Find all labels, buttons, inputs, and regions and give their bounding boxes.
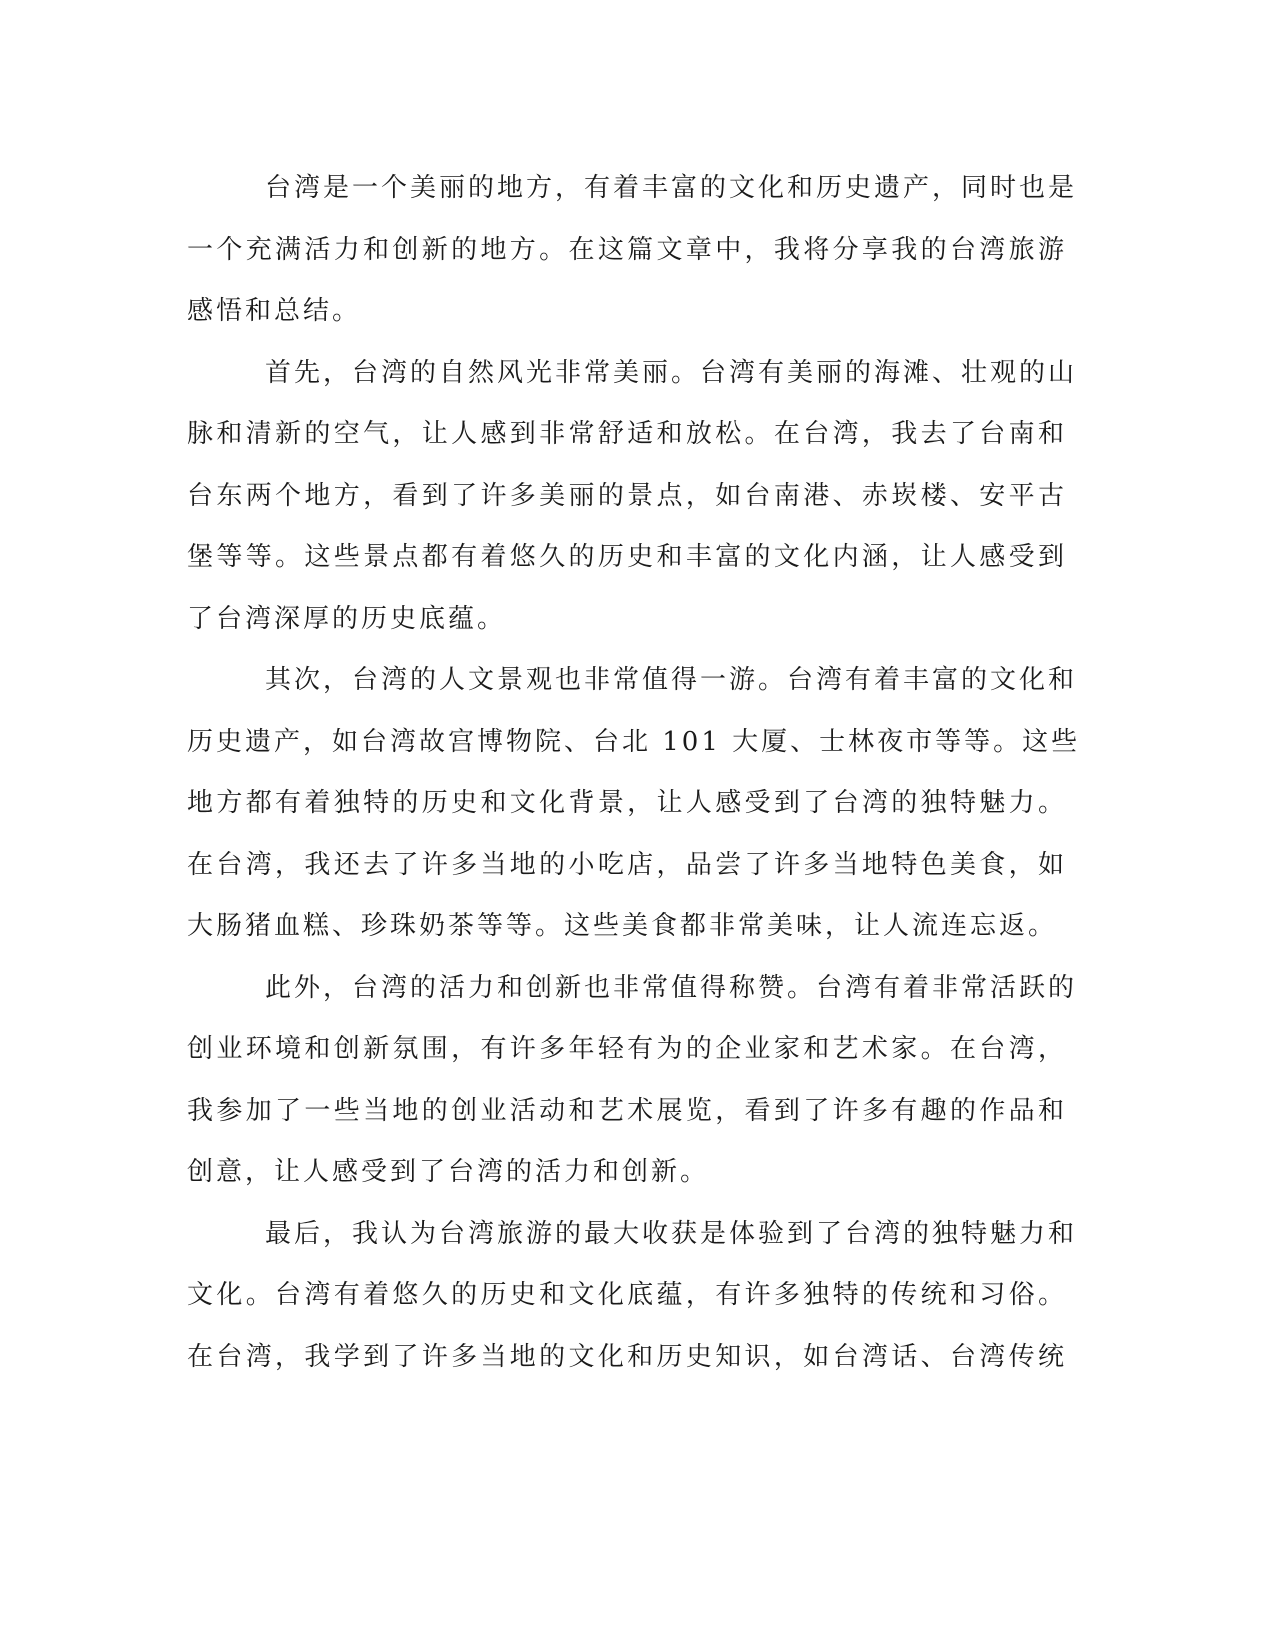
text-line: 在台湾，我还去了许多当地的小吃店，品尝了许多当地特色美食，如 bbox=[187, 849, 1067, 880]
text-line: 我参加了一些当地的创业活动和艺术展览，看到了许多有趣的作品和 bbox=[187, 1095, 1067, 1126]
text-line: 此外，台湾的活力和创新也非常值得称赞。台湾有着非常活跃的 bbox=[265, 972, 1078, 1003]
paragraph-innovation bbox=[187, 958, 1078, 1204]
text-line: 大肠猪血糕、珍珠奶茶等等。这些美食都非常美味，让人流连忘返。 bbox=[187, 911, 1058, 941]
document-body bbox=[187, 158, 1081, 1388]
text-line: 历史遗产，如台湾故宫博物院、台北 101 大厦、士林夜市等等。这些 bbox=[187, 726, 1081, 757]
text-line: 脉和清新的空气，让人感到非常舒适和放松。在台湾，我去了台南和 bbox=[187, 419, 1067, 449]
text-line: 文化。台湾有着悠久的历史和文化底蕴，有许多独特的传统和习俗。 bbox=[187, 1280, 1067, 1310]
text-line: 最后，我认为台湾旅游的最大收获是体验到了台湾的独特魅力和 bbox=[265, 1218, 1078, 1249]
text-line: 首先，台湾的自然风光非常美丽。台湾有美丽的海滩、壮观的山 bbox=[265, 357, 1078, 388]
paragraph-natural-scenery bbox=[187, 343, 1078, 651]
text-line: 台东两个地方，看到了许多美丽的景点，如台南港、赤崁楼、安平古 bbox=[187, 480, 1067, 511]
paragraph-intro bbox=[187, 158, 1078, 343]
paragraph-cultural-landscape bbox=[187, 650, 1081, 958]
text-line: 在台湾，我学到了许多当地的文化和历史知识，如台湾话、台湾传统 bbox=[187, 1341, 1067, 1372]
paragraph-conclusion bbox=[187, 1204, 1078, 1389]
text-line: 台湾是一个美丽的地方，有着丰富的文化和历史遗产，同时也是 bbox=[265, 173, 1078, 203]
text-line: 感悟和总结。 bbox=[187, 296, 362, 326]
text-line: 堡等等。这些景点都有着悠久的历史和丰富的文化内涵，让人感受到 bbox=[187, 542, 1067, 572]
text-line: 地方都有着独特的历史和文化背景，让人感受到了台湾的独特魅力。 bbox=[187, 788, 1067, 818]
text-line: 创意，让人感受到了台湾的活力和创新。 bbox=[187, 1157, 710, 1187]
text-line: 一个充满活力和创新的地方。在这篇文章中，我将分享我的台湾旅游 bbox=[187, 234, 1067, 265]
text-line: 其次，台湾的人文景观也非常值得一游。台湾有着丰富的文化和 bbox=[265, 665, 1078, 695]
text-line: 了台湾深厚的历史底蕴。 bbox=[187, 603, 507, 634]
text-line: 创业环境和创新氛围，有许多年轻有为的企业家和艺术家。在台湾， bbox=[187, 1034, 1067, 1064]
